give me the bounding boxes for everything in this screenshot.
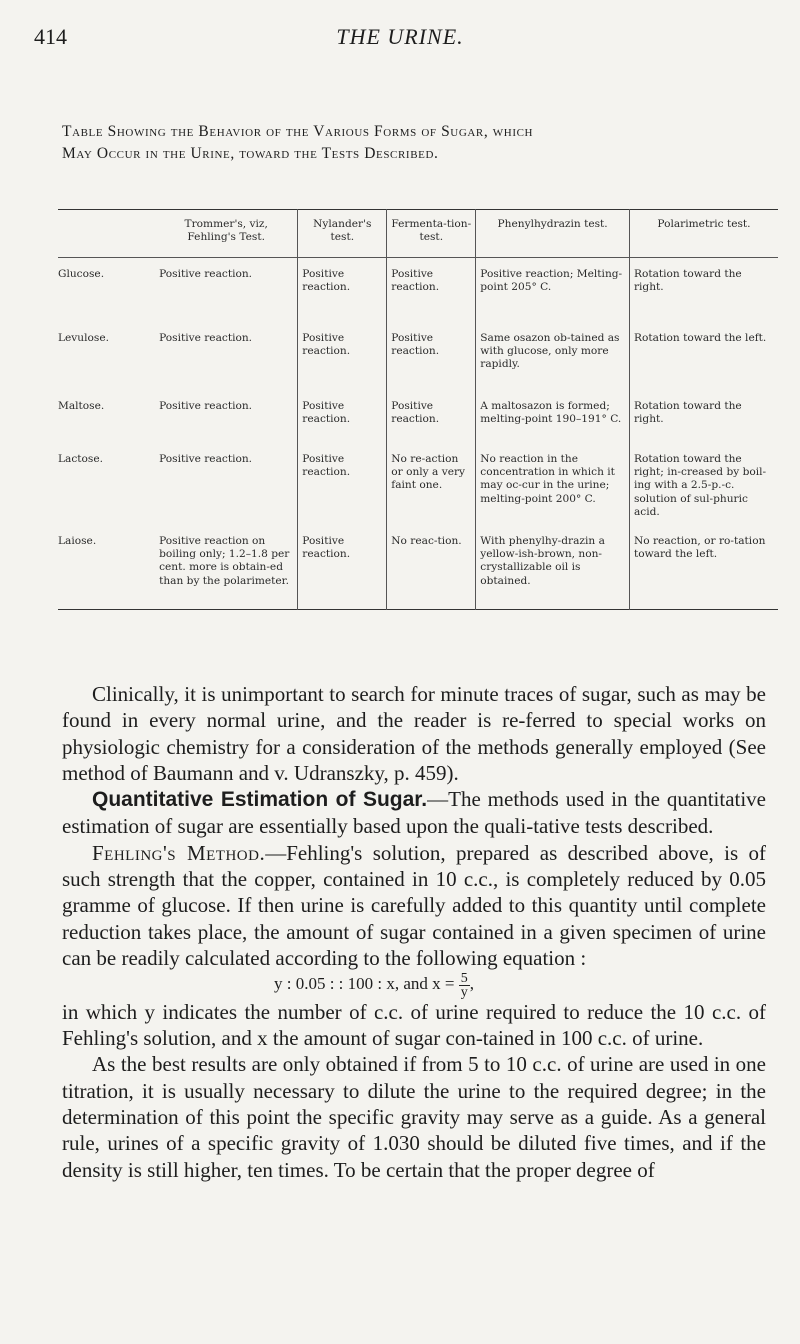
column-header-trommer: Trommer's, viz, Fehling's Test. (184, 218, 268, 244)
cell-polarimetric: No reaction, or ro-tation toward the left. (629, 525, 778, 610)
equation (62, 971, 766, 999)
paragraph-clinically: Clinically, it is unimportant to search for minute traces of sugar, such as may be found in every normal urine, and the reader is re-ferred to special works on physiologic chemistry for a consideration of the methods generally employed (See method of Baumann and v. Udranszky, p. 459). (62, 682, 766, 785)
table-row (58, 525, 778, 610)
cell-sugar: Laiose. (58, 535, 97, 547)
cell-nylander: Positive reaction. (298, 443, 387, 525)
page-number: 414 (34, 24, 67, 49)
column-header-polarimetric: Polarimetric test. (629, 210, 778, 258)
paragraph-fehling (62, 840, 766, 971)
cell-polarimetric: Rotation toward the right. (629, 390, 778, 443)
page-header (22, 24, 778, 54)
sugar-tests-table (58, 209, 778, 610)
fraction-numerator: 5 (460, 970, 468, 986)
cell-trommer: Positive reaction. (159, 400, 253, 412)
cell-trommer: Positive reaction. (159, 453, 253, 465)
paragraph-quantitative-text: —The methods used in the quantitative estimation of sugar are essentially based upon the quali-tative tests described. (62, 787, 767, 839)
table-row (58, 443, 778, 525)
section-heading-fehling: Fehling's Method. (92, 840, 266, 865)
cell-phenylhydrazin: A maltosazon is formed; melting-point 190–191° C. (476, 390, 630, 443)
table-header-row (58, 210, 778, 258)
paragraph-fehling-text: —Fehling's solution, prepared as described above, is of such strength that the copper, contained in 10 c.c., is completely reduced by 0.05 gramme of glucose. If then urine is carefully added to this quantity until complete reduction takes place, the amount of sugar contained in a given specimen of urine can be readily calculated according to the following equation : (62, 840, 766, 970)
section-heading-quantitative: Quantitative Estimation of Sugar. (92, 788, 428, 812)
paragraph-quantitative (62, 786, 766, 840)
equation-left: y : 0.05 : : 100 : x, and x = (273, 974, 455, 994)
cell-nylander: Positive reaction. (298, 258, 387, 323)
cell-polarimetric: Rotation toward the right; in-creased by boil-ing with a 2.5-p.-c. solution of sul-phuric acid. (629, 443, 778, 525)
paragraph-in-which: in which y indicates the number of c.c. of urine required to reduce the 10 c.c. of Fehling's solution, and x the amount of sugar con-tained in 100 c.c. of urine. (62, 999, 766, 1051)
cell-fermentation: No reac-tion. (387, 525, 476, 610)
column-header-nylander: Nylander's test. (298, 210, 387, 258)
fraction-denominator: y (460, 984, 468, 1000)
paragraph-best-results: As the best results are only obtained if from 5 to 10 c.c. of urine are used in one titration, it is usually necessary to dilute the urine to the required degree; in the determination of this point the specific gravity may serve as a guide. As a general rule, urines of a specific gravity of 1.030 should be diluted five times, and if the density is still higher, ten times. To be certain that the proper degree of (62, 1052, 766, 1182)
table-row (58, 390, 778, 443)
cell-polarimetric: Rotation toward the right. (629, 258, 778, 323)
table-row (58, 258, 778, 323)
cell-fermentation: Positive reaction. (387, 258, 476, 323)
cell-phenylhydrazin: Positive reaction; Melting-point 205° C. (476, 258, 630, 323)
cell-sugar: Lactose. (58, 453, 103, 465)
cell-sugar: Maltose. (58, 400, 105, 412)
cell-sugar: Glucose. (58, 268, 105, 280)
cell-phenylhydrazin: Same osazon ob-tained as with glucose, only more rapidly. (476, 322, 630, 390)
table-title-line-1: Table Showing the Behavior of the Various Forms of Sugar, which (62, 123, 534, 140)
cell-fermentation: Positive reaction. (387, 322, 476, 390)
cell-trommer: Positive reaction. (159, 332, 253, 344)
body-text (62, 681, 766, 1183)
cell-phenylhydrazin: With phenylhy-drazin a yellow-ish-brown, non-crystallizable oil is obtained. (476, 525, 630, 610)
running-head: THE URINE. (336, 24, 464, 49)
table-title (62, 121, 762, 165)
table-row (58, 322, 778, 390)
cell-nylander: Positive reaction. (298, 525, 387, 610)
cell-fermentation: Positive reaction. (387, 390, 476, 443)
cell-polarimetric: Rotation toward the left. (629, 322, 778, 390)
cell-fermentation: No re-action or only a very faint one. (387, 443, 476, 525)
cell-sugar: Levulose. (58, 332, 109, 344)
equation-tail: , (469, 974, 475, 994)
cell-trommer: Positive reaction on boiling only; 1.2–1.8 per cent. more is obtain-ed than by the polarimeter. (159, 535, 290, 587)
column-header-phenylhydrazin: Phenylhydrazin test. (476, 210, 630, 258)
cell-trommer: Positive reaction. (159, 268, 253, 280)
cell-nylander: Positive reaction. (298, 322, 387, 390)
cell-nylander: Positive reaction. (298, 390, 387, 443)
column-header-fermentation: Fermenta-tion-test. (387, 210, 476, 258)
table-title-line-2: May Occur in the Urine, toward the Tests Described. (62, 145, 439, 162)
cell-phenylhydrazin: No reaction in the concentration in which it may oc-cur in the urine; melting-point 200° C. (476, 443, 630, 525)
equation-fraction (459, 972, 470, 999)
column-header-sugar (58, 210, 155, 258)
